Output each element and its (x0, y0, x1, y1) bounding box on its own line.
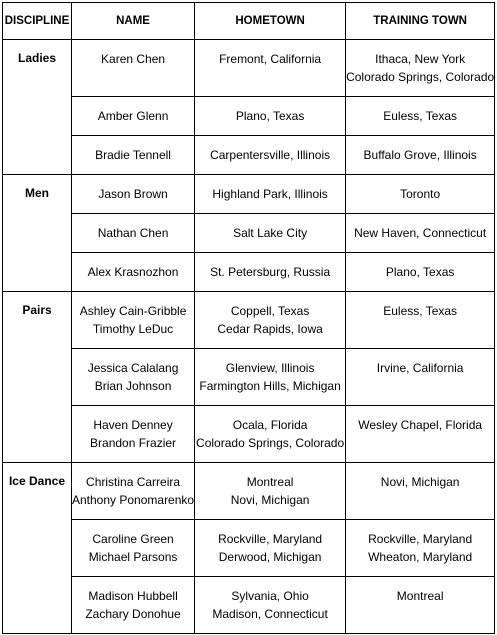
name-line: Jessica Calalang (87, 361, 179, 375)
discipline-cell: Ice Dance (3, 463, 72, 634)
hometown-cell (195, 175, 346, 214)
hometown-line: Cedar Rapids, Iowa (217, 322, 323, 336)
training-town-cell (346, 520, 495, 577)
hometown-line: Madison, Connecticut (212, 607, 328, 621)
training-town-line: Irvine, California (376, 361, 464, 375)
hometown-line: Plano, Texas (235, 109, 305, 123)
table-row (3, 253, 495, 292)
name-cell (72, 349, 195, 406)
name-line: Nathan Chen (97, 226, 169, 240)
training-town-line: Rockville, Maryland (368, 532, 473, 546)
name-cell (72, 292, 195, 349)
discipline-cell: Men (3, 175, 72, 292)
table-row (3, 520, 495, 577)
discipline-cell: Ladies (3, 40, 72, 175)
hometown-line: Fremont, California (219, 52, 322, 66)
name-cell (72, 406, 195, 463)
training-town-line: Novi, Michigan (380, 475, 460, 489)
training-town-cell (346, 97, 495, 136)
name-cell (72, 97, 195, 136)
name-line: Michael Parsons (88, 550, 178, 564)
hometown-line: Novi, Michigan (230, 493, 310, 507)
hometown-cell (195, 136, 346, 175)
training-town-line: Buffalo Grove, Illinois (363, 148, 477, 162)
training-town-cell (346, 349, 495, 406)
name-cell (72, 40, 195, 97)
hometown-line: Derwood, Michigan (218, 550, 322, 564)
hometown-line: Farmington Hills, Michigan (199, 379, 341, 393)
hometown-cell (195, 40, 346, 97)
hometown-cell (195, 463, 346, 520)
table-row (3, 214, 495, 253)
hometown-line: St. Petersburg, Russia (210, 265, 331, 279)
hometown-cell (195, 406, 346, 463)
hometown-line: Rockville, Maryland (218, 532, 323, 546)
name-line: Bradie Tennell (95, 148, 171, 162)
name-line: Jason Brown (98, 187, 168, 201)
name-cell (72, 463, 195, 520)
name-line: Alex Krasnozhon (87, 265, 179, 279)
hometown-line: Colorado Springs, Colorado (196, 436, 345, 450)
name-line: Timothy LeDuc (92, 322, 174, 336)
name-cell (72, 136, 195, 175)
name-cell (72, 175, 195, 214)
name-line: Haven Denney (93, 418, 173, 432)
table-row (3, 349, 495, 406)
name-line: Zachary Donohue (85, 607, 181, 621)
table-row (3, 406, 495, 463)
training-town-cell (346, 40, 495, 97)
training-town-line: Wesley Chapel, Florida (358, 418, 483, 432)
hometown-cell (195, 349, 346, 406)
table-row (3, 136, 495, 175)
training-town-cell (346, 253, 495, 292)
hometown-line: Salt Lake City (233, 226, 308, 240)
hometown-cell (195, 520, 346, 577)
name-cell (72, 214, 195, 253)
name-line: Anthony Ponomarenko (72, 493, 195, 507)
training-town-line: Euless, Texas (383, 109, 458, 123)
training-town-line: New Haven, Connecticut (354, 226, 487, 240)
name-cell (72, 577, 195, 634)
hometown-cell (195, 97, 346, 136)
training-town-line: Colorado Springs, Colorado (346, 70, 495, 84)
roster-body (3, 40, 495, 634)
name-line: Karen Chen (101, 52, 166, 66)
roster-table (2, 2, 495, 634)
name-line: Brian Johnson (94, 379, 172, 393)
header-training-town: TRAINING TOWN (346, 3, 495, 40)
name-line: Amber Glenn (97, 109, 169, 123)
hometown-cell (195, 214, 346, 253)
name-line: Ashley Cain-Gribble (79, 304, 187, 318)
table-row (3, 175, 495, 214)
hometown-line: Ocala, Florida (232, 418, 308, 432)
hometown-line: Glenview, Illinois (225, 361, 315, 375)
hometown-cell (195, 577, 346, 634)
training-town-line: Wheaton, Maryland (368, 550, 473, 564)
hometown-cell (195, 292, 346, 349)
table-row (3, 292, 495, 349)
name-line: Madison Hubbell (88, 589, 178, 603)
name-line: Caroline Green (92, 532, 174, 546)
header-name: NAME (72, 3, 195, 40)
training-town-cell (346, 292, 495, 349)
header-discipline: DISCIPLINE (3, 3, 72, 40)
hometown-line: Highland Park, Illinois (212, 187, 328, 201)
training-town-cell (346, 577, 495, 634)
training-town-cell (346, 463, 495, 520)
name-line: Brandon Frazier (90, 436, 177, 450)
training-town-line: Montreal (396, 589, 444, 603)
training-town-cell (346, 406, 495, 463)
discipline-cell: Pairs (3, 292, 72, 463)
training-town-line: Plano, Texas (385, 265, 455, 279)
header-row (3, 3, 495, 40)
hometown-line: Coppell, Texas (230, 304, 310, 318)
table-row (3, 40, 495, 97)
table-row (3, 463, 495, 520)
name-cell (72, 520, 195, 577)
name-line: Christina Carreira (86, 475, 181, 489)
training-town-line: Euless, Texas (383, 304, 458, 318)
hometown-line: Carpentersville, Illinois (210, 148, 331, 162)
training-town-line: Ithaca, New York (375, 52, 466, 66)
training-town-cell (346, 136, 495, 175)
table-row (3, 97, 495, 136)
hometown-line: Montreal (246, 475, 294, 489)
header-hometown: HOMETOWN (195, 3, 346, 40)
name-cell (72, 253, 195, 292)
training-town-cell (346, 214, 495, 253)
training-town-cell (346, 175, 495, 214)
hometown-cell (195, 253, 346, 292)
table-row (3, 577, 495, 634)
hometown-line: Sylvania, Ohio (231, 589, 309, 603)
training-town-line: Toronto (400, 187, 441, 201)
